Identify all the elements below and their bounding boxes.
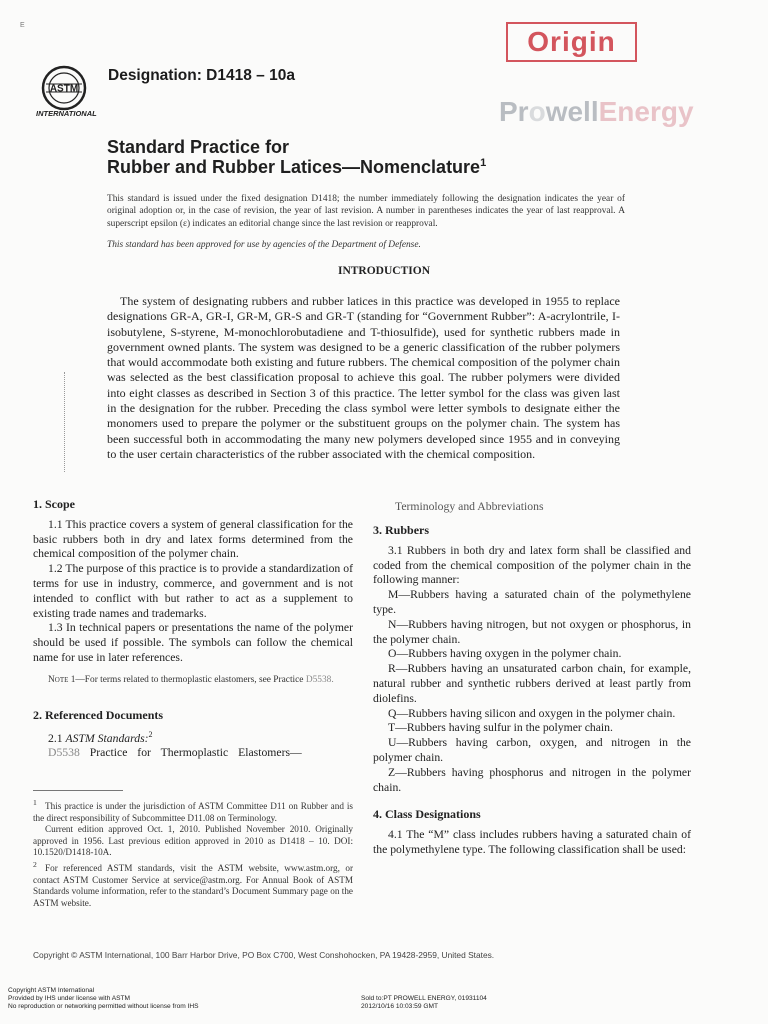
class-4-1: 4.1 The “M” class includes rubbers having a saturated chain of the polymethylene type. The following classification shall be used: [373, 828, 691, 856]
corner-mark: E [20, 22, 25, 29]
scope-section [33, 497, 353, 687]
class-designations-heading: 4. Class Designations [373, 807, 481, 822]
license-notice: Copyright ASTM International Provided by IHS under license with ASTM No reproduction or networking permitted without license from IHS [8, 987, 199, 1010]
stamp-text: Origin [527, 26, 616, 57]
designation: Designation: D1418 – 10a [108, 67, 295, 84]
note-1: Note 1—For terms related to thermoplastic elastomers, see Practice D5538. [48, 674, 334, 685]
title-line-1: Standard Practice for [107, 137, 290, 157]
footnote-1: $^1$ This practice is under the jurisdiction of ASTM Committee D11 on Rubber and is the direct responsibility of Subcommittee D11.08 on Terminology. [33, 798, 353, 823]
introduction-heading: INTRODUCTION [337, 265, 430, 277]
d5538-link[interactable]: D5538 [48, 746, 80, 760]
referenced-2-1: 2.1 ASTM Standards:$^2$ [48, 729, 153, 745]
terminology-label: Terminology and Abbreviations [395, 500, 544, 513]
sold-to-notice: Sold to:PT PROWELL ENERGY, 01931104 2012/10/16 10:03:59 GMT [361, 995, 487, 1010]
rubber-class-q: Q—Rubbers having silicon and oxygen in the polymer chain. [388, 706, 676, 720]
footnote-rule [33, 790, 123, 791]
rubbers-heading: 3. Rubbers [373, 523, 430, 537]
international-label: INTERNATIONAL [36, 109, 97, 118]
edition-notice: This standard is issued under the fixed designation D1418; the number immediately following the designation indicates the year of original adoption or, in the case of revision, the year of last revision. A number in parentheses indicates the year of last reapproval. A superscript epsilon (ε) indicates an editorial change since the last revision or reapproval. [107, 194, 625, 229]
rubber-class-m: M—Rubbers having a saturated chain of the polymethylene type. [373, 588, 691, 616]
rubbers-section [373, 523, 691, 858]
footnotes [33, 797, 353, 909]
dod-notice: This standard has been approved for use by agencies of the Department of Defense. [107, 240, 421, 250]
footnote-2: $^2$ For referenced ASTM standards, visit the ASTM website, www.astm.org, or contact ASTM Customer Service at service@astm.org. For Annual Book of ASTM Standards volume information, refer to the standard’s Document Summary page on the ASTM website. [33, 860, 353, 908]
rubber-class-n: N—Rubbers having nitrogen, but not oxygen or phosphorus, in the polymer chain. [373, 617, 691, 646]
referenced-d5538: D5538 Practice for Thermoplastic Elastomers— [48, 746, 302, 760]
scope-1-1: 1.1 This practice covers a system of general classification for the basic rubbers both in dry and latex forms determined from the chemical composition of the polymer chain. [33, 517, 353, 561]
copyright-line: Copyright © ASTM International, 100 Barr Harbor Drive, PO Box C700, West Conshohocken, PA 19428-2959, United States. [33, 950, 495, 960]
scope-1-2: 1.2 The purpose of this practice is to provide a standardization of terms for use in industry, commerce, and government and is not intended to conflict with but rather to act as a supplement to existing trade names and trademarks. [33, 562, 353, 620]
note-1-link[interactable]: D5538. [305, 674, 334, 685]
scope-heading: 1. Scope [33, 497, 75, 511]
rubber-class-z: Z—Rubbers having phosphorus and nitrogen in the polymer chain. [373, 765, 691, 794]
referenced-section [33, 708, 353, 761]
rubber-class-o: O—Rubbers having oxygen in the polymer chain. [388, 647, 622, 661]
margin-dots [64, 372, 71, 472]
rubber-class-t: T—Rubbers having sulfur in the polymer chain. [388, 721, 613, 735]
rubber-class-u: U—Rubbers having carbon, oxygen, and nitrogen in the polymer chain. [373, 736, 691, 764]
referenced-heading: 2. Referenced Documents [33, 708, 164, 722]
prowell-energy-watermark: ProwellEnergy [499, 96, 694, 127]
footnote-1b: Current edition approved Oct. 1, 2010. Published November 2010. Originally approved in 1956. Last previous edition approved in 2010 as D1418 – 10. DOI: 10.1520/D1418-10A. [33, 824, 353, 858]
rubber-class-r: R—Rubbers having an unsaturated carbon chain, for example, natural rubber and synthetic rubbers derived at least partly from diolefins. [373, 662, 691, 705]
introduction-text: The system of designating rubbers and rubber latices in this practice was developed in 1955 to replace designations GR-A, GR-I, GR-M, GR-S and GR-T (standing for “Government Rubber”: A-acrylontrile, I-isobutylene, S-styrene, M-monochlorobutadiene and T-thiosulfide), used for synthetic rubbers made in government owned plants. The system was designed to be a generic classification of the rubber polymers that would accommodate both existing and future rubbers. The chemical composition of the polymer chain was selected as the best classification proposal to achieve this goal. The rubber polymers were divided into eight classes as described in Section 3 of this practice. The letter symbol for the class was given last in the designation for the rubber. Preceding the class symbol were letter symbols to designate either the monomers used to prepare the polymer or the substituent groups on the polymer chain. The system has been successful both in accommodating the many new polymers developed since 1955 and in conveying to the user certain characteristics of the rubber associated with the chemical composition. [107, 294, 620, 461]
scope-1-3: 1.3 In technical papers or presentations the name of the polymer should be used if possible. The symbols can follow the chemical name for use in later references. [33, 621, 353, 664]
rubbers-3-1: 3.1 Rubbers in both dry and latex form shall be classified and coded from the chemical composition of the polymer chain in the following manner: [373, 543, 691, 587]
title-line-2: Rubber and Rubber Latices—Nomenclature$^1$ [107, 157, 487, 177]
origin-stamp [506, 22, 637, 62]
svg-text:ASTM: ASTM [49, 83, 79, 95]
